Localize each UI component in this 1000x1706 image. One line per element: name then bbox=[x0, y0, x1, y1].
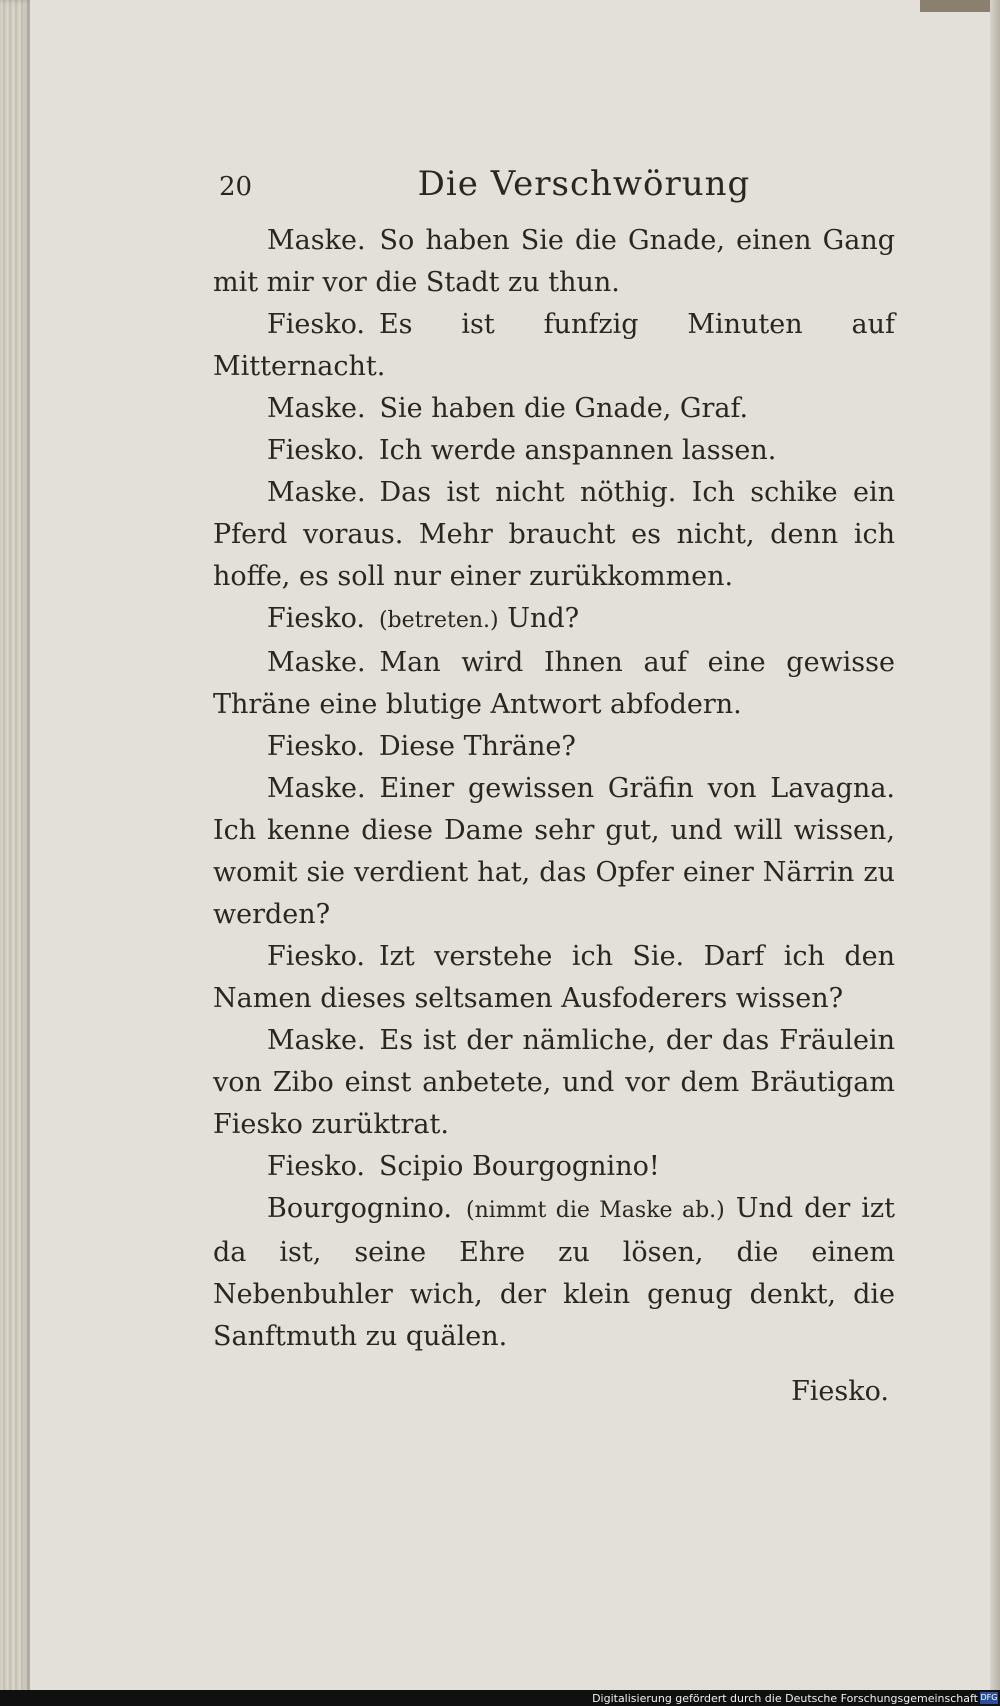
speech-text: Izt verstehe ich Sie. Darf ich den Namen dieses seltsamen Ausfoderers wissen? bbox=[213, 941, 895, 1014]
catchword: Fiesko. bbox=[791, 1376, 889, 1407]
dialogue-paragraph bbox=[213, 430, 895, 472]
page-right-edge bbox=[990, 0, 1000, 1690]
stacked-page-edges bbox=[0, 0, 30, 1706]
dialogue-paragraph bbox=[213, 388, 895, 430]
speech-text: Ich werde anspannen lassen. bbox=[378, 435, 777, 466]
dialogue-paragraph bbox=[213, 726, 895, 768]
speech-text: Scipio Bourgognino! bbox=[378, 1151, 660, 1182]
speech-text: Und der izt da ist, seine Ehre zu lösen, die einem Nebenbuhler wich, der klein genug denkt, die Sanftmuth zu quälen. bbox=[213, 1193, 895, 1352]
dialogue-paragraph bbox=[213, 936, 895, 1020]
speaker-name: Fiesko. bbox=[267, 941, 365, 972]
speech-text: Und? bbox=[507, 603, 580, 634]
page-header bbox=[213, 162, 895, 212]
cover-edge bbox=[920, 0, 1000, 12]
speech-text: Es ist funfzig Minuten auf Mitternacht. bbox=[213, 309, 895, 382]
speech-text: So haben Sie die Gnade, einen Gang mit mir vor die Stadt zu thun. bbox=[213, 225, 895, 298]
dialogue-paragraph bbox=[213, 304, 895, 388]
speech-text: Das ist nicht nöthig. Ich schike ein Pferd voraus. Mehr braucht es nicht, denn ich hoffe, es soll nur einer zurükkommen. bbox=[213, 477, 895, 592]
dialogue-paragraph bbox=[213, 472, 895, 598]
dialogue-paragraph bbox=[213, 1020, 895, 1146]
dialogue-paragraph bbox=[213, 1146, 895, 1188]
speaker-name: Bourgognino. bbox=[267, 1193, 452, 1224]
dialogue-paragraph bbox=[213, 1188, 895, 1358]
page-number: 20 bbox=[219, 172, 253, 202]
speaker-name: Fiesko. bbox=[267, 309, 365, 340]
speaker-name: Maske. bbox=[267, 477, 366, 508]
speaker-name: Maske. bbox=[267, 225, 366, 256]
speech-text: Einer gewissen Gräfin von Lavagna. Ich kenne diese Dame sehr gut, und will wissen, womit sie verdient hat, das Opfer einer Närrin zu werden? bbox=[213, 773, 895, 930]
speaker-name: Maske. bbox=[267, 773, 366, 804]
speaker-name: Fiesko. bbox=[267, 731, 365, 762]
digitization-credit: Digitalisierung gefördert durch die Deutsche Forschungsgemeinschaft bbox=[592, 1692, 978, 1705]
speech-text: Es ist der nämliche, der das Fräulein von Zibo einst anbetete, und vor dem Bräutigam Fiesko zurüktrat. bbox=[213, 1025, 895, 1140]
speech-text: Diese Thräne? bbox=[378, 731, 576, 762]
speaker-name: Fiesko. bbox=[267, 1151, 365, 1182]
speaker-name: Fiesko. bbox=[267, 435, 365, 466]
dialogue-text bbox=[213, 220, 895, 1358]
dialogue-paragraph bbox=[213, 220, 895, 304]
speaker-name: Maske. bbox=[267, 647, 366, 678]
dialogue-paragraph bbox=[213, 642, 895, 726]
dialogue-paragraph bbox=[213, 768, 895, 936]
speaker-name: Maske. bbox=[267, 1025, 366, 1056]
dfg-logo: DFG bbox=[980, 1693, 998, 1702]
speaker-name: Maske. bbox=[267, 393, 366, 424]
speaker-name: Fiesko. bbox=[267, 603, 365, 634]
running-title: Die Verschwörung bbox=[417, 164, 751, 204]
page-body bbox=[213, 162, 895, 1407]
stage-direction: (betreten.) bbox=[378, 608, 499, 633]
speech-text: Sie haben die Gnade, Graf. bbox=[379, 393, 749, 424]
dialogue-paragraph bbox=[213, 598, 895, 642]
speech-text: Man wird Ihnen auf eine gewisse Thräne eine blutige Antwort abfodern. bbox=[213, 647, 895, 720]
stage-direction: (nimmt die Maske ab.) bbox=[466, 1198, 725, 1223]
footer-bar bbox=[0, 1690, 1000, 1706]
